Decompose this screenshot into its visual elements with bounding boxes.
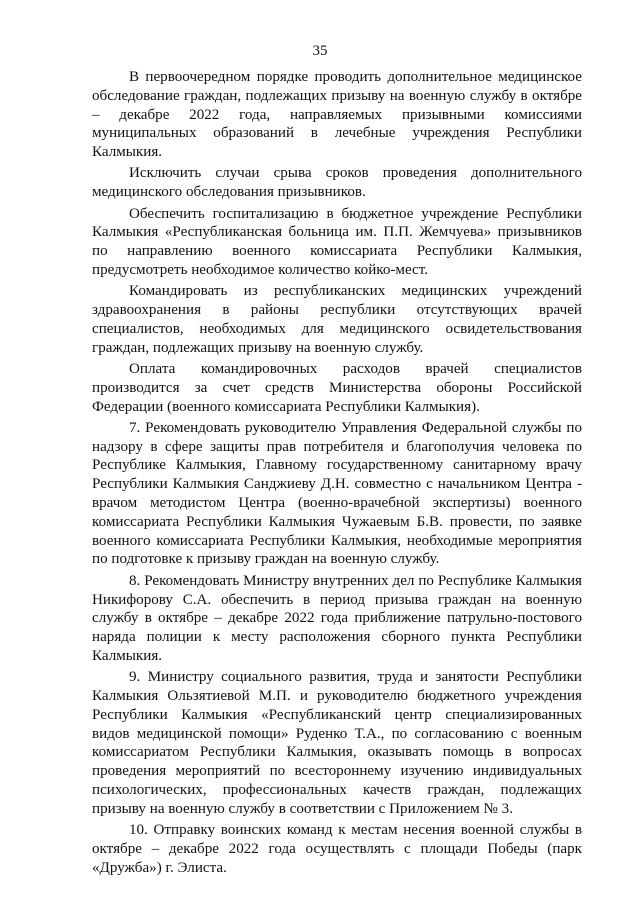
paragraph-item-8: 8. Рекомендовать Министру внутренних дел по Республике Калмыкия Никифорову С.А. обеспечить в период призыва граждан на военную службу в октябре – декабре 2022 года приближение патрульно-постового наряда полиции к месту расположения сборного пункта Республики Калмыкия. [92, 572, 582, 664]
paragraph-additional-examination: В первоочередном порядке проводить дополнительное медицинское обследование граждан, подлежащих призыву на военную службу в октябре – декабре 2022 года, направляемых призывными комиссиями муниципальных образований в лечебные учреждения Республики Калмыкия. [92, 69, 582, 161]
paragraph-item-10: 10. Отправку воинских команд к местам несения военной службы в октябре – декабре 2022 года осуществлять с площади Победы (парк «Дружба») г. Элиста. [92, 822, 582, 876]
paragraph-hospitalization: Обеспечить госпитализацию в бюджетное учреждение Республики Калмыкия «Республиканская больница им. П.П. Жемчуева» призывников по направлению военного комиссариата Республики Калмыкия, предусмотреть необходимое количество койко-мест. [92, 205, 582, 278]
paragraph-item-9: 9. Министру социального развития, труда и занятости Республики Калмыкия Ользятиевой М.П. и руководителю бюджетного учреждения Республики Калмыкия «Республиканский центр специализированных видов медицинской помощи» Руденко Т.А., по согласованию с военным комиссариатом Республики Калмыкия, оказывать помощь в вопросах проведения мероприятий по всестороннему изучению индивидуальных психологических, профессиональных качеств граждан, подлежащих призыву на военную службу в соответствии с Приложением № 3. [92, 669, 582, 817]
paragraph-item-7: 7. Рекомендовать руководителю Управления Федеральной службы по надзору в сфере защиты прав потребителя и благополучия человека по Республике Калмыкия, Главному государственному санитарному врачу Республики Калмыкия Санджиеву Д.Н. совместно с начальником Центра - врачом методистом Центра (военно-врачебной экспертизы) военного комиссариата Республики Калмыкия Чужаевым Б.В. провести, по заявке военного комиссариата Республики Калмыкия, необходимые мероприятия по подготовке к призыву граждан на военную службу. [92, 419, 582, 568]
paragraph-travel-expenses: Оплата командировочных расходов врачей специалистов производится за счет средств Министерства обороны Российской Федерации (военного комиссариата Республики Калмыкия). [92, 360, 582, 415]
paragraph-exclude-delays: Исключить случаи срыва сроков проведения дополнительного медицинского обследования призывников. [92, 165, 582, 201]
document-body [92, 68, 582, 880]
paragraph-send-specialists: Командировать из республиканских медицинских учреждений здравоохранения в районы республики отсутствующих врачей специалистов, необходимых для медицинского освидетельствования граждан, подлежащих призыву на военную службу. [92, 283, 582, 356]
page-number: 35 [312, 43, 328, 59]
